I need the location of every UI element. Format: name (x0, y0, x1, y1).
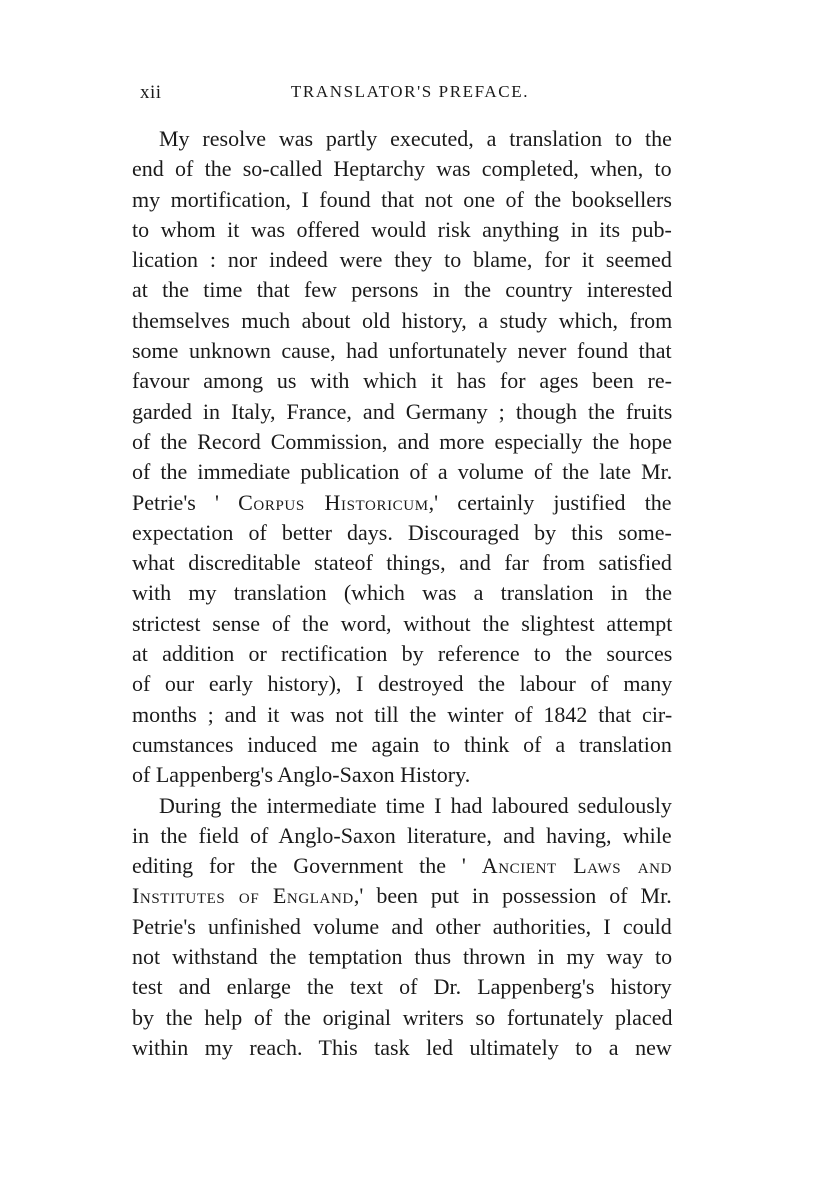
text-line: Petrie's unfinished volume and other authorities, I could (132, 913, 672, 939)
text-line: of the Record Commission, and more especially the hope (132, 428, 673, 454)
text-line: by the help of the original writers so fortunately placed (132, 1004, 673, 1030)
running-head (132, 82, 672, 108)
running-title: TRANSLATOR'S PREFACE. (290, 82, 530, 101)
text-line: at addition or rectification by reference to the sources (132, 641, 673, 667)
body-text (132, 124, 672, 1063)
paragraph-2 (132, 791, 672, 1064)
paragraph-1 (132, 124, 672, 791)
text-line: themselves much about old history, a study which, from (132, 307, 673, 333)
text-line: at the time that few persons in the country interested (132, 277, 673, 303)
text-line: months ; and it was not till the winter of 1842 that cir- (132, 701, 673, 727)
text-line: expectation of better days. Discouraged by this some- (132, 519, 672, 545)
text-line: end of the so-called Heptarchy was completed, when, to (132, 156, 672, 182)
text-line: strictest sense of the word, without the slightest attempt (132, 610, 673, 636)
text-line: favour among us with which it has for ages been re- (132, 368, 672, 394)
text-line: of the immediate publication of a volume of the late Mr. (132, 459, 673, 485)
text-line: what discreditable stateof things, and far from satisfied (132, 550, 672, 576)
text-line: editing for the Government the ' Ancient Laws and (132, 853, 672, 879)
text-line: with my translation (which was a translation in the (132, 580, 673, 606)
text-line: My resolve was partly executed, a translation to the (159, 126, 672, 151)
text-line: within my reach. This task led ultimately to a new (132, 1034, 672, 1060)
text-line: garded in Italy, France, and Germany ; though the fruits (132, 398, 673, 424)
text-line: During the intermediate time I had laboured sedulously (159, 792, 672, 818)
text-line: some unknown cause, had unfortunately never found that (132, 338, 672, 364)
text-line: Petrie's ' Corpus Historicum,' certainly justified the (132, 489, 672, 515)
text-line: to whom it was offered would risk anything in its pub- (132, 216, 672, 242)
text-line: lication : nor indeed were they to blame, for it seemed (132, 247, 672, 273)
text-line: not withstand the temptation thus thrown in my way to (132, 944, 673, 970)
text-line: in the field of Anglo-Saxon literature, and having, while (132, 822, 672, 848)
text-line: test and enlarge the text of Dr. Lappenberg's history (132, 974, 672, 1000)
page-number: xii (140, 82, 162, 103)
text-line: my mortification, I found that not one of the booksellers (132, 186, 672, 212)
text-line: Institutes of England,' been put in possession of Mr. (132, 883, 672, 909)
text-line: cumstances induced me again to think of a translation (132, 731, 672, 757)
text-line: of our early history), I destroyed the labour of many (132, 671, 673, 697)
text-line: of Lappenberg's Anglo-Saxon History. (132, 762, 471, 788)
